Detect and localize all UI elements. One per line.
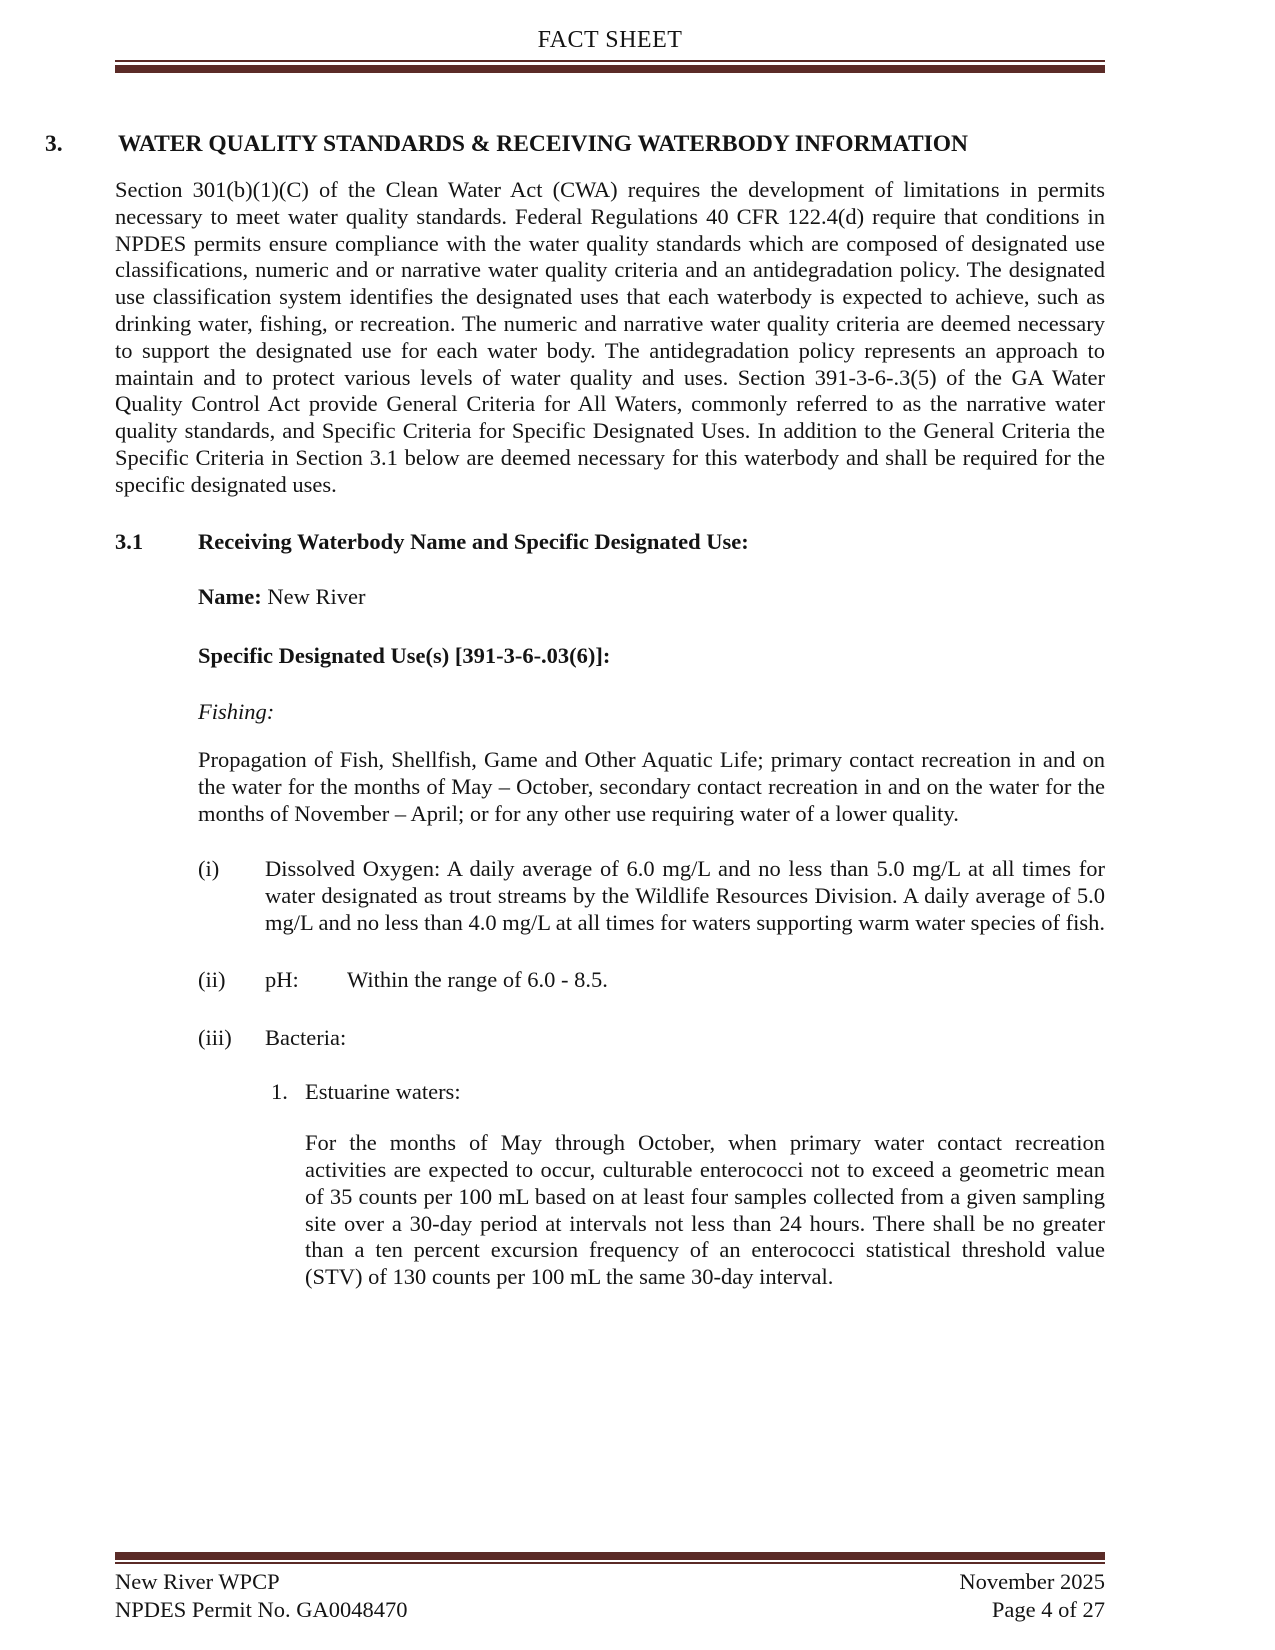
estuarine-item-title: Estuarine waters:	[305, 1079, 461, 1105]
criterion-marker-ii: (ii)	[198, 966, 226, 992]
footer-date: November 2025	[959, 1569, 1105, 1594]
criterion-label-bacteria: Bacteria:	[265, 1024, 347, 1050]
waterbody-name-label: Name:	[198, 583, 262, 609]
criterion-ph	[198, 967, 1105, 994]
section-title: WATER QUALITY STANDARDS & RECEIVING WATERBODY INFORMATION	[118, 131, 969, 157]
subsection-number: 3.1	[115, 528, 144, 554]
ph-value: Within the range of 6.0 - 8.5.	[347, 966, 608, 992]
criterion-marker-i: (i)	[198, 856, 220, 882]
footer-permit-number: NPDES Permit No. GA0048470	[115, 1597, 408, 1622]
section-heading	[45, 130, 1105, 158]
document-footer	[115, 1552, 1105, 1624]
header-rule-thick	[115, 65, 1105, 73]
section-intro-paragraph: Section 301(b)(1)(C) of the Clean Water Act (CWA) requires the development of limitations in permits necessary to meet water quality standards. Federal Regulations 40 CFR 122.4(d) require that conditions in NPDES permits ensure compliance with the water quality standards which are composed of designated use classifications, numeric and or narrative water quality criteria and an antidegradation policy. The designated use classification system identifies the designated uses that each waterbody is expected to achieve, such as drinking water, fishing, or recreation. The numeric and narrative water quality criteria are deemed necessary to support the designated use for each water body. The antidegradation policy represents an approach to maintain and to protect various levels of water quality and uses. Section 391-3-6-.3(5) of the GA Water Quality Control Act provide General Criteria for All Waters, commonly referred to as the narrative water quality standards, and Specific Criteria for Specific Designated Uses. In addition to the General Criteria the Specific Criteria in Section 3.1 below are deemed necessary for this waterbody and shall be required for the specific designated uses.	[115, 177, 1105, 497]
use-description-paragraph: Propagation of Fish, Shellfish, Game and Other Aquatic Life; primary contact recreation in and on the water for the months of May – October, secondary contact recreation in and on the water for the months of November – April; or for any other use requiring water of a lower quality.	[198, 746, 1105, 826]
waterbody-name-value: New River	[267, 583, 366, 609]
footer-text	[115, 1568, 1105, 1624]
footer-facility-name: New River WPCP	[115, 1569, 280, 1594]
subsection-heading	[115, 528, 1105, 555]
criterion-text-dissolved-oxygen: Dissolved Oxygen: A daily average of 6.0 mg/L and no less than 5.0 mg/L at all times for water designated as trout streams by the Wildlife Resources Division. A daily average of 5.0 mg/L and no less than 4.0 mg/L at all times for waters supporting warm water species of fish.	[265, 856, 1106, 935]
waterbody-name-line	[198, 584, 1105, 611]
criterion-dissolved-oxygen	[198, 856, 1105, 936]
estuarine-item-number: 1.	[271, 1079, 288, 1105]
ph-label: pH:	[265, 966, 299, 992]
footer-page-number: Page 4 of 27	[991, 1597, 1105, 1622]
subsection-title: Receiving Waterbody Name and Specific Designated Use:	[198, 528, 749, 554]
header-rule-thin	[115, 60, 1105, 62]
criterion-marker-iii: (iii)	[198, 1024, 232, 1050]
estuarine-waters-item	[271, 1079, 1105, 1106]
footer-rule-thick	[115, 1552, 1105, 1560]
criterion-bacteria	[198, 1025, 1105, 1052]
footer-rule-thin	[115, 1562, 1105, 1564]
use-category-label: Fishing:	[198, 699, 275, 725]
estuarine-paragraph: For the months of May through October, when primary water contact recreation activities are expected to occur, culturable enterococci not to exceed a geometric mean of 35 counts per 100 mL based on at least four samples collected from a given sampling site over a 30-day period at intervals not less than 24 hours. There shall be no greater than a ten percent excursion frequency of an enterococci statistical threshold value (STV) of 130 counts per 100 mL the same 30-day interval.	[305, 1130, 1105, 1290]
criterion-text-ph	[265, 967, 1105, 994]
footer-left-block	[115, 1568, 408, 1624]
document-title: FACT SHEET	[537, 27, 683, 53]
document-header	[115, 26, 1105, 73]
section-number: 3.	[45, 131, 63, 157]
footer-right-block	[959, 1568, 1105, 1624]
designated-use-heading: Specific Designated Use(s) [391-3-6-.03(6)]:	[198, 643, 611, 669]
